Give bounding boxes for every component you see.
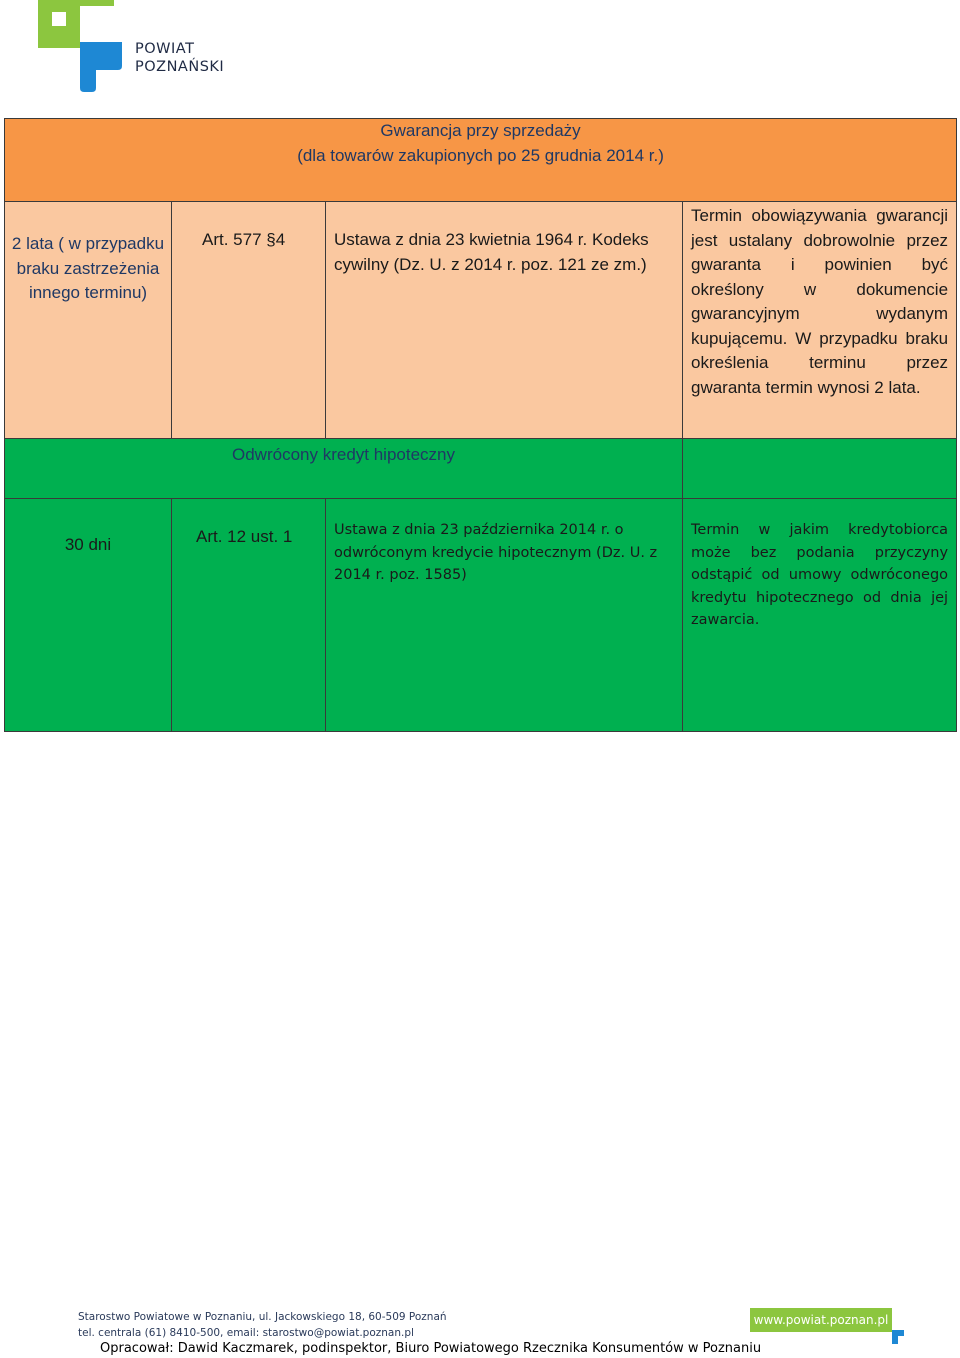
footer-address-line2: tel. centrala (61) 8410-500, email: starostwo@powiat.poznan.pl bbox=[78, 1327, 414, 1339]
section2-row bbox=[5, 499, 957, 732]
section2-act: Ustawa z dnia 23 października 2014 r. o odwróconym kredycie hipotecznym (Dz. U. z 2014 r. poz. 1585) bbox=[326, 499, 683, 732]
logo-line-1: POWIAT bbox=[135, 41, 195, 57]
section1-article: Art. 577 §4 bbox=[172, 202, 326, 439]
footer-credit: Opracował: Dawid Kaczmarek, podinspektor, Biuro Powiatowego Rzecznika Konsumentów w Poznaniu bbox=[100, 1341, 762, 1356]
section2-header-spacer bbox=[683, 439, 957, 499]
section2-description: Termin w jakim kredytobiorca może bez podania przyczyny odstąpić od umowy odwróconego kredytu hipotecznego od dnia jej zawarcia. bbox=[683, 499, 957, 732]
logo-line-2: POZNAŃSKI bbox=[135, 59, 225, 75]
section1-title-line2: (dla towarów zakupionych po 25 grudnia 2014 r.) bbox=[297, 145, 664, 165]
section2-title: Odwrócony kredyt hipoteczny bbox=[232, 445, 455, 464]
consumer-terms-table bbox=[4, 118, 957, 732]
footer-logo-mark-icon bbox=[892, 1330, 904, 1344]
section1-header bbox=[5, 119, 957, 202]
section1-act: Ustawa z dnia 23 kwietnia 1964 r. Kodeks cywilny (Dz. U. z 2014 r. poz. 121 ze zm.) bbox=[326, 202, 683, 439]
section1-title-line1: Gwarancja przy sprzedaży bbox=[380, 121, 581, 140]
section1-description: Termin obowiązywania gwarancji jest ustalany dobrowolnie przez gwaranta i powinien być określony w dokumencie gwarancyjnym wydanym kupującemu. W przypadku braku określenia terminu przez gwaranta termin wynosi 2 lata. bbox=[683, 202, 957, 439]
footer-address-line1: Starostwo Powiatowe w Poznaniu, ul. Jackowskiego 18, 60-509 Poznań bbox=[78, 1311, 447, 1323]
powiat-logo bbox=[38, 0, 268, 92]
footer-address bbox=[78, 1309, 447, 1341]
section2-header bbox=[5, 439, 683, 499]
section1-row bbox=[5, 202, 957, 439]
section2-article: Art. 12 ust. 1 bbox=[172, 499, 326, 732]
logo-mark-icon bbox=[38, 0, 138, 92]
section1-term: 2 lata ( w przypadku braku zastrzeżenia innego terminu) bbox=[5, 202, 172, 439]
footer-url[interactable]: www.powiat.poznan.pl bbox=[750, 1308, 892, 1332]
section2-term: 30 dni bbox=[5, 499, 172, 732]
logo-wordmark bbox=[135, 40, 224, 76]
